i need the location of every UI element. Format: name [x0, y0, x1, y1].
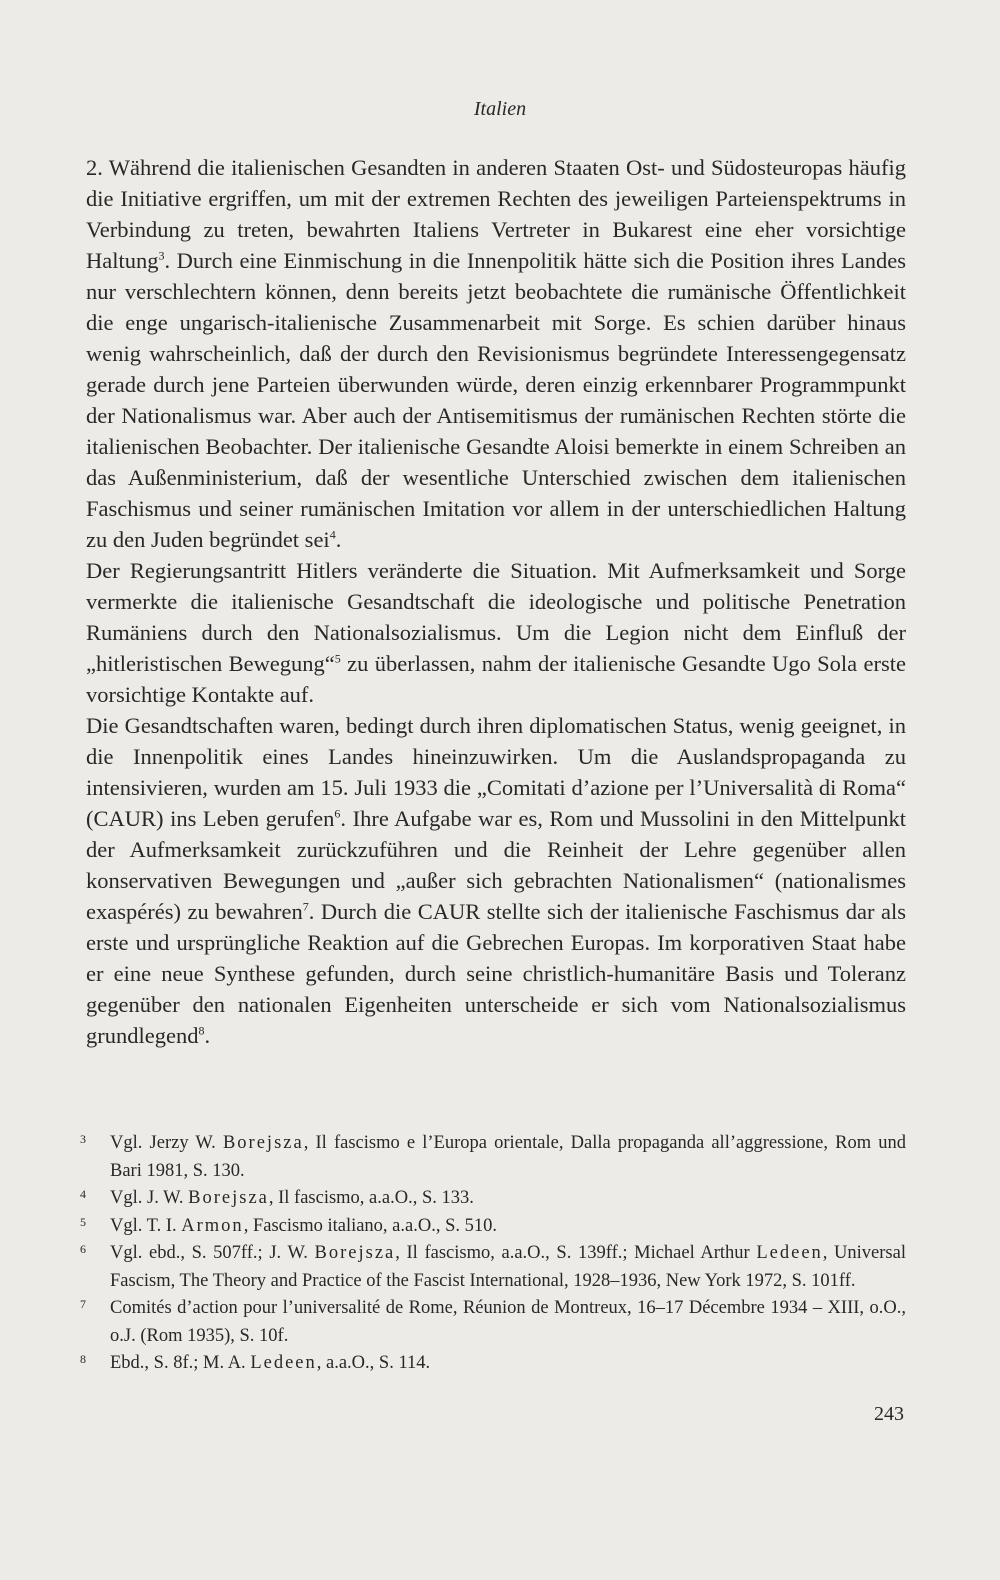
paragraph-3: Die Gesandtschaften waren, bedingt durch ihren diplomatischen Status, wenig geeignet, in die Innenpolitik eines Landes hineinzuwirken. Um die Auslandspropaganda zu intensivieren, wurden am 15. Juli 1933 die „Comitati d’azione per l’Universalità di Roma“ (CAUR) ins Leben gerufen$^6$. Ihre Aufgabe war es, Rom und Mussolini in den Mittelpunkt der Aufmerksamkeit zurückzuführen und die Reinheit der Lehre gegenüber allen konservativen Bewegungen und „außer sich gebrachten Nationalismen“ (nationalismes exaspérés) zu bewahren$^7$. Durch die CAUR stellte sich der italienische Faschismus dar als erste und ursprüngliche Reaktion auf die Gebrechen Europas. Im korporativen Staat habe er eine neue Synthese gefunden, durch seine christlich-humanitäre Basis und Toleranz gegenüber den nationalen Eigenheiten unterscheide er sich vom Nationalsozialismus grundlegend$^8$. — [86, 713, 906, 1048]
footnote-number: 8 — [80, 1352, 86, 1366]
footnote-ref[interactable]: 6 — [334, 806, 341, 821]
footnote-ref[interactable]: 8 — [198, 1023, 205, 1038]
footnote-number: 3 — [80, 1132, 86, 1146]
footnote-number: 5 — [80, 1214, 86, 1229]
footnote: 4 Vgl. J. W. Borejsza, Il fascismo, a.a.O., S. 133. — [80, 1185, 906, 1213]
footnote-ref[interactable]: 7 — [302, 899, 309, 914]
author-name: Ledeen — [250, 1353, 317, 1373]
author-name: Borejsza — [222, 1133, 304, 1153]
footnote: 3 Vgl. Jerzy W. Borejsza, Il fascismo e l’Europa orientale, Dalla propaganda all’aggressione, Rom und Bari 1981, S. 130. — [80, 1130, 906, 1185]
footnote: 7 Comités d’action pour l’universalité de Rome, Réunion de Montreux, 16–17 Décembre 1934 – XIII, o.O., o.J. (Rom 1935), S. 10f. — [80, 1295, 906, 1350]
footnote-number: 7 — [80, 1297, 86, 1311]
footnote: 8 Ebd., S. 8f.; M. A. Ledeen, a.a.O., S. 114. — [80, 1350, 906, 1378]
footnote-ref[interactable]: 3 — [158, 248, 165, 263]
author-name: Borejsza — [314, 1243, 396, 1263]
author-name: Armon — [181, 1215, 244, 1236]
footnotes — [80, 1130, 906, 1378]
running-head: Italien — [473, 98, 527, 120]
footnote: 5 Vgl. T. I. Armon, Fascismo italiano, a.a.O., S. 510. — [80, 1213, 906, 1241]
body-text — [86, 152, 906, 1051]
footnote-number: 4 — [80, 1187, 86, 1201]
author-name: Ledeen — [756, 1243, 823, 1263]
paragraph-2: Der Regierungsantritt Hitlers veränderte die Situation. Mit Aufmerksamkeit und Sorge vermerkte die italienische Gesandtschaft die ideologische und politische Penetration Rumäniens durch den Nationalsozialismus. Um die Legion nicht dem Einfluß der „hitleristischen Bewegung“$^5$ zu überlassen, nahm der italienische Gesandte Ugo Sola erste vorsichtige Kontakte auf. — [86, 558, 906, 707]
footnote-number: 6 — [80, 1242, 86, 1256]
author-name: Borejsza — [188, 1188, 269, 1208]
page-number: 243 — [874, 1403, 904, 1425]
footnote-ref[interactable]: 4 — [329, 527, 336, 542]
footnote-ref[interactable]: 5 — [334, 651, 341, 666]
footnote: 6 Vgl. ebd., S. 507ff.; J. W. Borejsza, Il fascismo, a.a.O., S. 139ff.; Michael Arthur Ledeen, Universal Fascism, The Theory and Practice of the Fascist International, 1928–1936, New York 1972, S. 101ff. — [80, 1240, 906, 1295]
paragraph-1: 2. Während die italienischen Gesandten in anderen Staaten Ost- und Südosteuropas häufig die Initiative ergriffen, um mit der extremen Rechten des jeweiligen Parteienspektrums in Verbindung zu treten, bewahrten Italiens Vertreter in Bukarest eine eher vorsichtige Haltung$^3$. Durch eine Einmischung in die Innenpolitik hätte sich die Position ihres Landes nur verschlechtern können, denn bereits jetzt beobachtete die rumänische Öffentlichkeit die enge ungarisch-italienische Zusammenarbeit mit Sorge. Es schien darüber hinaus wenig wahrscheinlich, daß der durch den Revisionismus begründete Interessengegensatz gerade durch jene Parteien überwunden würde, deren einzig erkennbarer Programmpunkt der Nationalismus war. Aber auch der Antisemitismus der rumänischen Rechten störte die italienischen Beobachter. Der italienische Gesandte Aloisi bemerkte in einem Schreiben an das Außenministerium, daß der wesentliche Unterschied zwischen dem italienischen Faschismus und seiner rumänischen Imitation vor allem in der unterschiedlichen Haltung zu den Juden begründet sei$^4$. — [86, 155, 906, 552]
